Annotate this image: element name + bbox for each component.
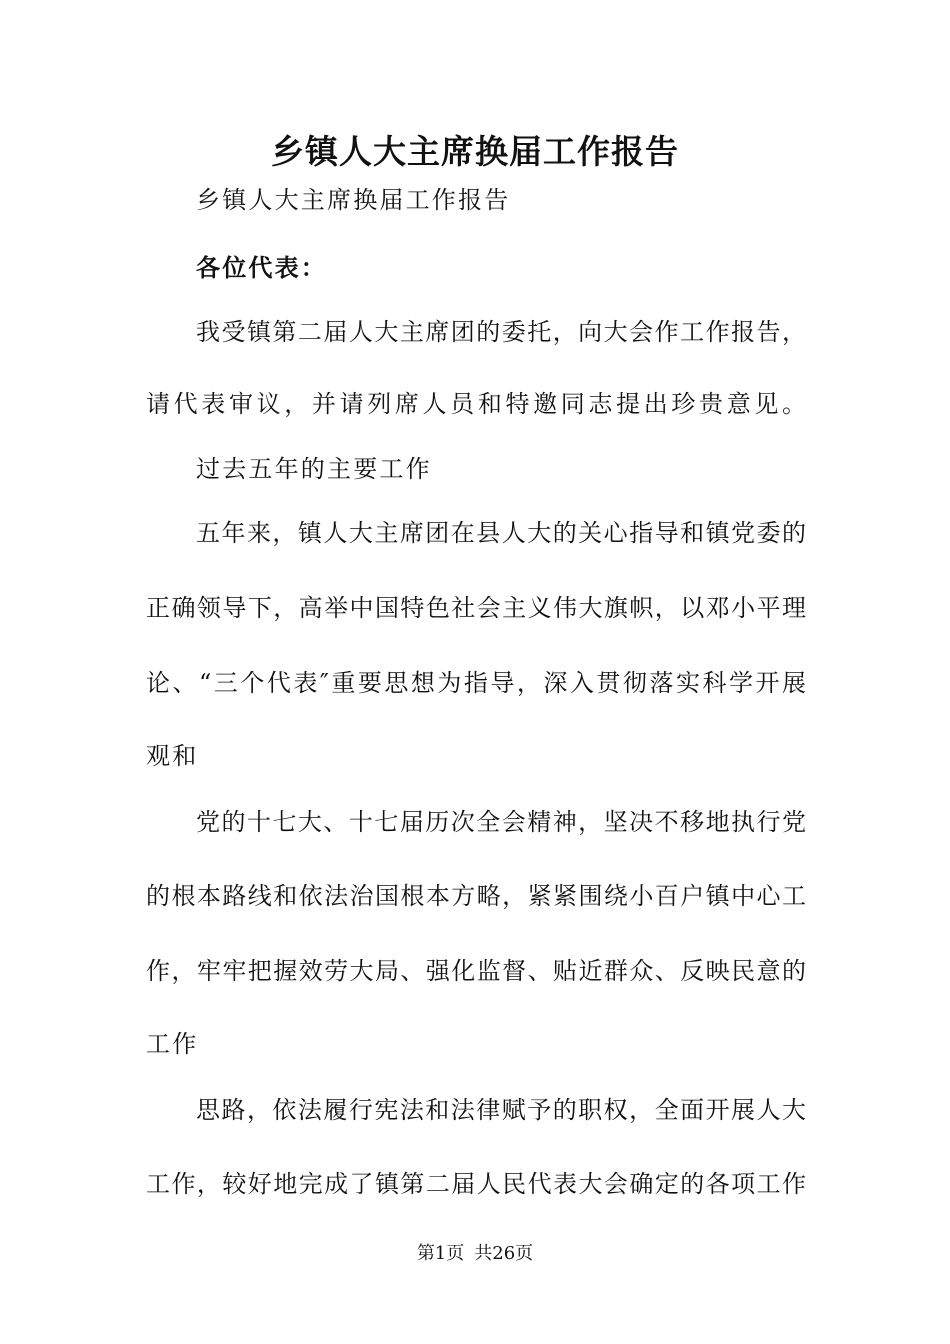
page-footer — [0, 1240, 950, 1268]
body-line-2: 请代表审议，并请列席人员和特邀同志提出珍贵意见。 — [146, 390, 806, 418]
body-line-9: 作，牢牢把握效劳大局、强化监督、贴近群众、反映民意的 — [146, 957, 806, 985]
section-heading: 过去五年的主要工作 — [196, 455, 432, 483]
body-line-4: 正确领导下，高举中国特色社会主义伟大旗帜，以邓小平理 — [146, 594, 806, 622]
body-line-11: 思路，依法履行宪法和法律赋予的职权，全面开展人大 — [196, 1096, 806, 1124]
body-line-10: 工作 — [146, 1030, 199, 1058]
document-title: 乡镇人大主席换届工作报告 — [271, 132, 679, 171]
body-line-6: 观和 — [146, 742, 199, 770]
body-line-12: 工作，较好地完成了镇第二届人民代表大会确定的各项工作 — [146, 1170, 806, 1198]
body-line-7: 党的十七大、十七届历次全会精神，坚决不移地执行党 — [196, 808, 806, 836]
page-total: 共26页 — [474, 1243, 534, 1264]
page-number: 第1页 — [416, 1243, 465, 1264]
body-line-3: 五年来，镇人大主席团在县人大的关心指导和镇党委的 — [196, 519, 806, 547]
body-line-8: 的根本路线和依法治国根本方略，紧紧围绕小百户镇中心工 — [146, 882, 806, 910]
body-line-1: 我受镇第二届人大主席团的委托，向大会作工作报告， — [196, 318, 806, 346]
subtitle-line: 乡镇人大主席换届工作报告 — [196, 186, 511, 214]
body-line-5: 论、“三个代表″重要思想为指导，深入贯彻落实科学开展 — [146, 669, 806, 697]
salutation-line: 各位代表： — [196, 253, 327, 282]
